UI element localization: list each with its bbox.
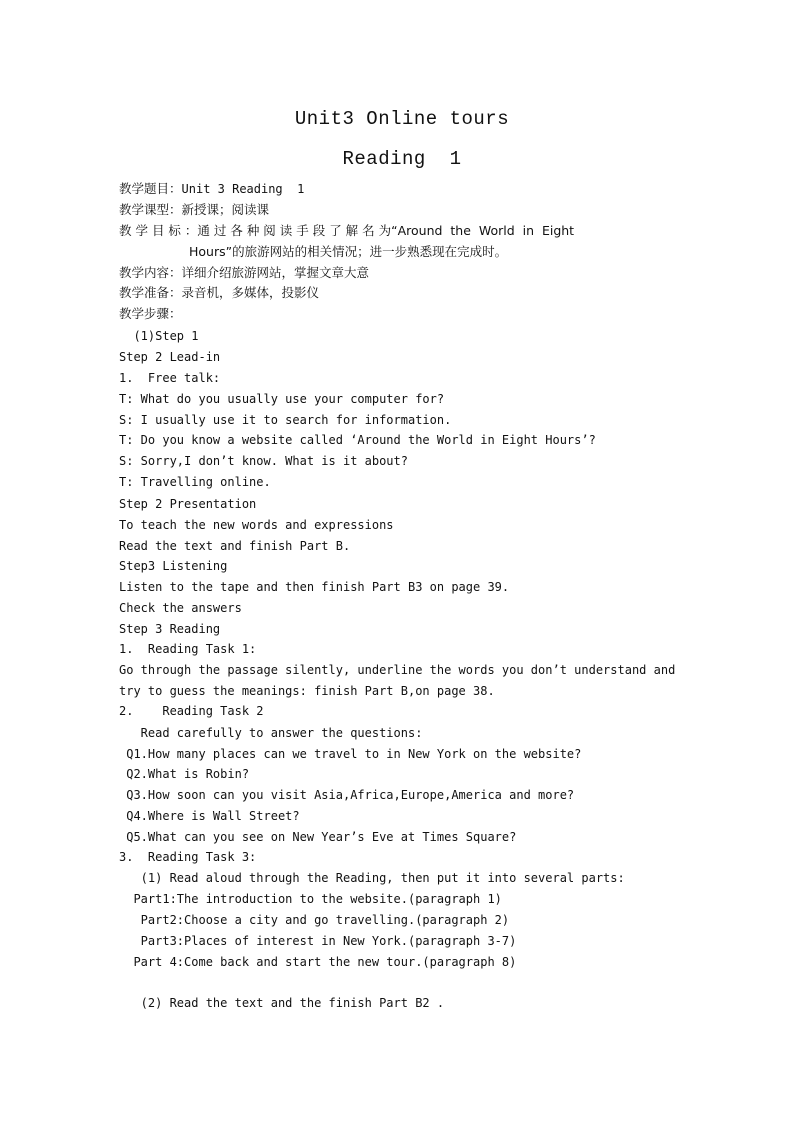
body-line: 2. Reading Task 2 [119,704,264,718]
body-line: S: I usually use it to search for information. [119,413,452,427]
goal-label: 教 学 目 标 ： [119,223,198,238]
body-line: Step 2 Presentation [119,497,257,511]
body-line: Step 2 Lead-in [119,350,221,364]
body-line: Part3:Places of interest in New York.(paragraph 3-7) [119,934,517,948]
content-line [119,265,369,281]
body-line: Check the answers [119,601,242,615]
type-value: 新授课；阅读课 [181,202,270,217]
body-line: T: Do you know a website called ‘Around the World in Eight Hours’? [119,433,596,447]
prep-label: 教学准备： [119,285,182,300]
body-line: (1)Step 1 [119,329,199,343]
body-line: T: Travelling online. [119,475,271,489]
body-line: Step 3 Reading [119,622,221,636]
type-line [119,202,269,218]
body-line: T: What do you usually use your computer for? [119,392,445,406]
content-label: 教学内容： [119,265,182,280]
prep-line [119,285,319,301]
goal-value-1: 通 过 各 种 阅 读 手 段 了 解 名 为“Around the World in Eight [197,223,575,238]
body-line: Listen to the tape and then finish Part B3 on page 39. [119,580,510,594]
body-line: 3. Reading Task 3: [119,850,257,864]
body-line: Q5.What can you see on New Year’s Eve at Times Square? [119,830,517,844]
body-line: To teach the new words and expressions [119,518,394,532]
goal-line-2: Hours”的旅游网站的相关情况；进一步熟悉现在完成时。 [189,244,508,259]
body-line: (1) Read aloud through the Reading, then put it into several parts: [119,871,625,885]
topic-label: 教学题目： [119,181,182,196]
body-line: Part2:Choose a city and go travelling.(paragraph 2) [119,913,510,927]
type-label: 教学课型： [119,202,182,217]
body-line: Part 4:Come back and start the new tour.(paragraph 8) [119,955,517,969]
page-subtitle: Reading 1 [342,148,462,170]
body-line: Q4.Where is Wall Street? [119,809,300,823]
goal-line-1 [119,223,574,239]
content-value: 详细介绍旅游网站，掌握文章大意 [181,265,370,280]
body-line: 1. Free talk: [119,371,221,385]
topic-line [119,181,304,197]
body-line: Q1.How many places can we travel to in New York on the website? [119,747,582,761]
steps-label: 教学步骤： [119,306,182,321]
body-line: Read the text and finish Part B. [119,539,351,553]
prep-value: 录音机，多媒体，投影仪 [181,285,320,300]
body-line: Q3.How soon can you visit Asia,Africa,Europe,America and more? [119,788,575,802]
page-title: Unit3 Online tours [294,108,510,130]
body-line: try to guess the meanings: finish Part B,on page 38. [119,684,495,698]
body-line: Read carefully to answer the questions: [119,726,423,740]
body-line: Go through the passage silently, underline the words you don’t understand and [119,663,676,677]
body-line: (2) Read the text and the finish Part B2 . [119,996,445,1010]
body-line: S: Sorry,I don’t know. What is it about? [119,454,408,468]
body-line: Q2.What is Robin? [119,767,250,781]
body-line: 1. Reading Task 1: [119,642,257,656]
body-line: Step3 Listening [119,559,228,573]
body-line: Part1:The introduction to the website.(paragraph 1) [119,892,502,906]
topic-value: Unit 3 Reading 1 [181,182,305,196]
